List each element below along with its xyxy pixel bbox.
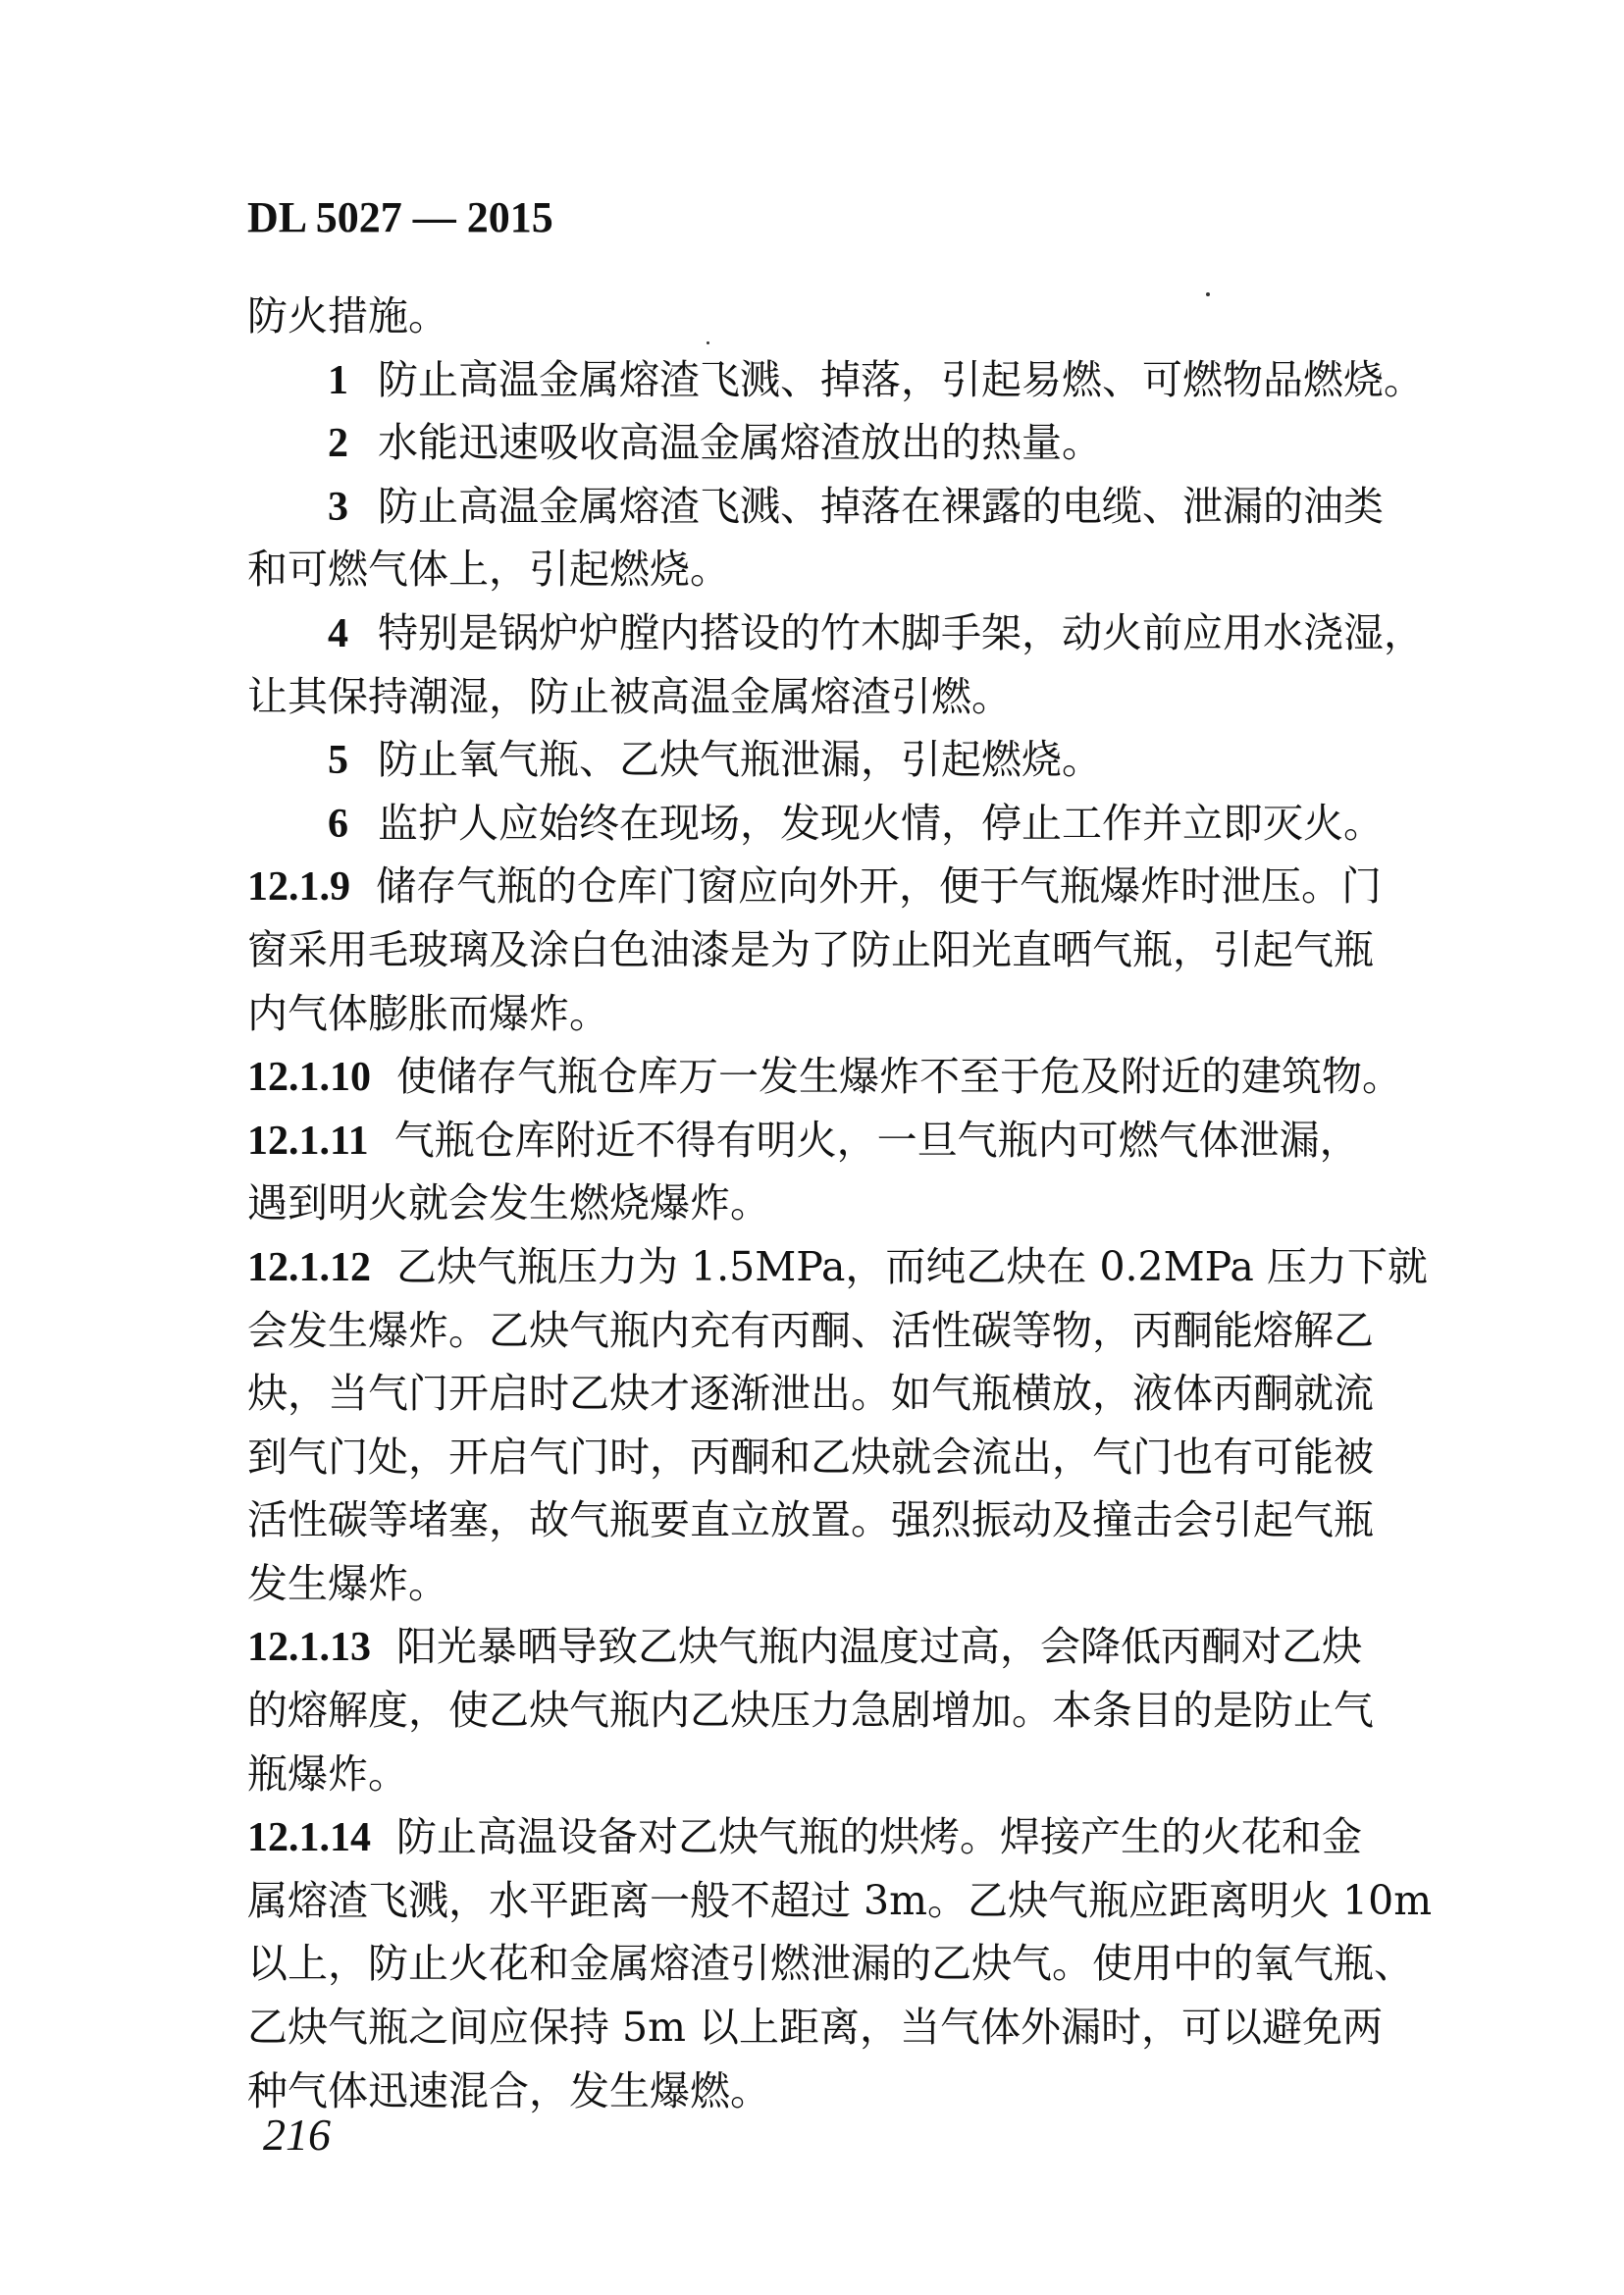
clause-text-continuation: 乙炔气瓶之间应保持 5m 以上距离，当气体外漏时，可以避免两 (247, 2004, 1384, 2052)
clause-number: 12.1.14 (247, 1815, 371, 1861)
item-number: 4 (328, 610, 348, 656)
item-number: 1 (328, 357, 348, 403)
list-item-4 (247, 601, 1440, 665)
clause-text: 乙炔气瓶压力为 1.5MPa，而纯乙炔在 0.2MPa 压力下就 (396, 1242, 1428, 1290)
clause-text: 使储存气瓶仓库万一发生爆炸不至于危及附近的建筑物。 (396, 1053, 1402, 1101)
paragraph-line: 防火措施。 (247, 292, 448, 339)
clause-text-continuation: 属熔渣飞溅，水平距离一般不超过 3m。乙炔气瓶应距离明火 10m (247, 1876, 1433, 1924)
clause-number: 12.1.13 (247, 1625, 371, 1671)
item-text: 防止高温金属熔渣飞溅、掉落，引起易燃、可燃物品燃烧。 (378, 355, 1424, 403)
item-number: 6 (328, 801, 348, 847)
item-text-continuation: 和可燃气体上，引起燃烧。 (247, 546, 730, 594)
clause-number: 12.1.12 (247, 1244, 371, 1290)
item-text: 监护人应始终在现场，发现火情，停止工作并立即灭火。 (378, 799, 1384, 847)
list-item-3 (247, 475, 1440, 539)
clause-text-continuation: 内气体膨胀而爆炸。 (247, 989, 609, 1037)
item-number: 2 (328, 421, 348, 467)
clause-12-1-12 (247, 1235, 1440, 1299)
clause-text-continuation: 炔，当气门开启时乙炔才逐渐泄出。如气瓶横放，液体丙酮就流 (247, 1370, 1374, 1418)
item-text-continuation: 让其保持潮湿，防止被高温金属熔渣引燃。 (247, 672, 1012, 720)
item-text: 特别是锅炉炉膛内搭设的竹木脚手架，动火前应用水浇湿， (378, 608, 1424, 656)
item-text: 防止高温金属熔渣飞溅、掉落在裸露的电缆、泄漏的油类 (378, 482, 1384, 530)
clause-text-continuation: 种气体迅速混合，发生爆燃。 (247, 2066, 770, 2114)
clause-number: 12.1.10 (247, 1055, 371, 1101)
item-number: 3 (328, 484, 348, 530)
list-item-6 (247, 792, 1440, 856)
clause-text: 气瓶仓库附近不得有明火，一旦气瓶内可燃气体泄漏， (393, 1116, 1360, 1164)
clause-text-continuation: 到气门处，开启气门时，丙酮和乙炔就会流出，气门也有可能被 (247, 1433, 1374, 1481)
clause-text: 阳光暴晒导致乙炔气瓶内温度过高，会降低丙酮对乙炔 (396, 1623, 1362, 1671)
list-item-2 (247, 411, 1440, 475)
clause-12-1-11 (247, 1109, 1440, 1173)
clause-number: 12.1.9 (247, 864, 350, 911)
clause-text-continuation: 会发生爆炸。乙炔气瓶内充有丙酮、活性碳等物，丙酮能熔解乙 (247, 1306, 1374, 1354)
clause-text-continuation: 以上，防止火花和金属熔渣引燃泄漏的乙炔气。使用中的氧气瓶、 (247, 1940, 1414, 1988)
list-item-1 (247, 348, 1440, 412)
clause-text-continuation: 的熔解度，使乙炔气瓶内乙炔压力急剧增加。本条目的是防止气 (247, 1687, 1374, 1735)
clause-text-continuation: 窗采用毛玻璃及涂白色油漆是为了防止阳光直晒气瓶，引起气瓶 (247, 925, 1374, 973)
clause-number: 12.1.11 (247, 1118, 369, 1164)
clause-12-1-14 (247, 1805, 1440, 1869)
clause-12-1-13 (247, 1615, 1440, 1679)
clause-text-continuation: 活性碳等堵塞，故气瓶要直立放置。强烈振动及撞击会引起气瓶 (247, 1496, 1374, 1544)
clause-text-continuation: 瓶爆炸。 (247, 1749, 408, 1798)
clause-12-1-10 (247, 1045, 1440, 1109)
clause-text: 储存气瓶的仓库门窗应向外开，便于气瓶爆炸时泄压。门 (376, 862, 1382, 911)
scan-speck (1206, 292, 1210, 296)
item-text: 水能迅速吸收高温金属熔渣放出的热量。 (378, 419, 1102, 467)
item-text: 防止氧气瓶、乙炔气瓶泄漏，引起燃烧。 (378, 736, 1102, 784)
body-text (247, 285, 1440, 2122)
page-number: 216 (263, 2110, 331, 2160)
clause-text-continuation: 发生爆炸。 (247, 1559, 448, 1607)
clause-text-continuation: 遇到明火就会发生燃烧爆炸。 (247, 1179, 770, 1227)
item-number: 5 (328, 738, 348, 784)
scan-speck (707, 341, 709, 344)
clause-text: 防止高温设备对乙炔气瓶的烘烤。焊接产生的火花和金 (396, 1813, 1362, 1861)
standard-code-header: DL 5027 — 2015 (247, 193, 553, 241)
clause-12-1-9 (247, 855, 1440, 918)
list-item-5 (247, 728, 1440, 792)
